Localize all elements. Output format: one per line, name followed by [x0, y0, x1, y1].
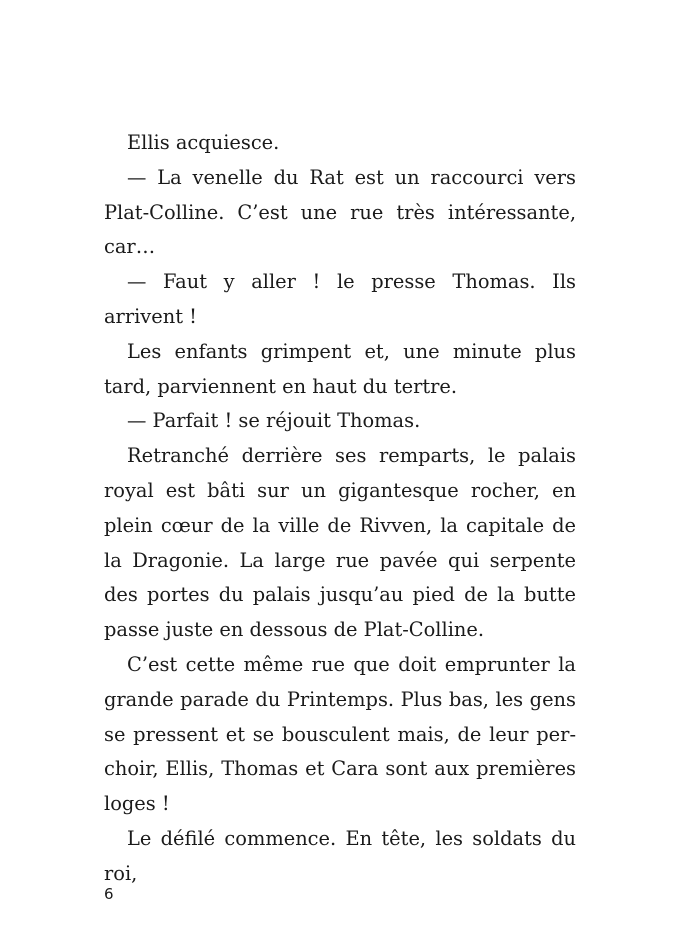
- paragraph: Le défilé commence. En tête, les soldats du roi,: [104, 826, 576, 885]
- body-text: [104, 126, 576, 892]
- page-number: 6: [104, 885, 114, 903]
- paragraph: Les enfants grimpent et, une minute plus tard, parviennent en haut du tertre.: [104, 339, 576, 398]
- paragraph: Retranché derrière ses remparts, le palais royal est bâti sur un gigantesque rocher, en plein cœur de la ville de Rivven, la capitale de la Dragonie. La large rue pavée qui serpente des portes du palais jusqu’au pied de la butte passe juste en dessous de Plat-Colline.: [104, 444, 576, 642]
- paragraph: C’est cette même rue que doit emprunter la grande parade du Printemps. Plus bas, les gens se pressent et se bousculent mais, de leur perchoir, Ellis, Thomas et Cara sont aux premières loges !: [104, 652, 576, 816]
- paragraph: Ellis acquiesce.: [127, 131, 280, 154]
- paragraph: — Parfait ! se réjouit Thomas.: [127, 409, 421, 433]
- paragraph: — Faut y aller ! le presse Thomas. Ils arrivent !: [104, 270, 576, 328]
- paragraph: — La venelle du Rat est un raccourci vers Plat-Colline. C’est une rue très intéressante, car…: [104, 165, 576, 259]
